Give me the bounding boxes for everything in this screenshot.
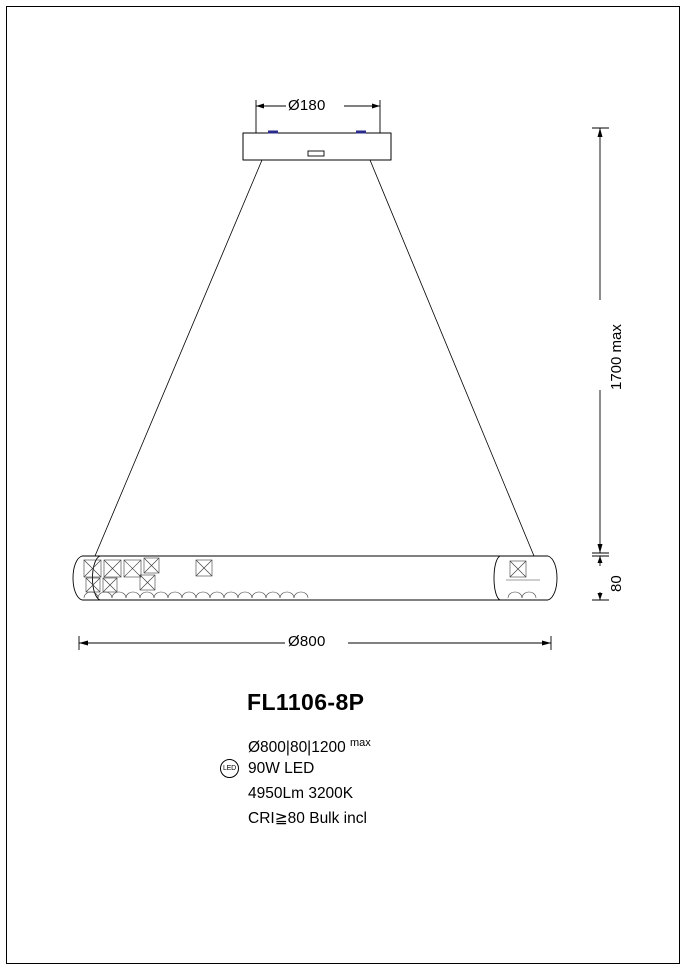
spec-cri-text: CRI≧80 Bulk incl — [248, 810, 367, 827]
led-icon: LED — [220, 759, 239, 778]
model-title: FL1106-8P — [247, 689, 365, 715]
spec-wattage-text: 90W LED — [248, 760, 315, 777]
spec-list — [222, 731, 548, 831]
spec-row-lumens — [248, 781, 548, 806]
fixture-body — [73, 556, 557, 600]
canopy-diameter-label: Ø180 — [288, 97, 326, 114]
spec-row-wattage — [222, 756, 548, 781]
body-diameter-label: Ø800 — [288, 633, 326, 650]
spec-row-cri — [248, 806, 548, 831]
body-height-dimension-line — [592, 556, 609, 600]
crystal-texture — [84, 558, 540, 598]
drop-height-label: 1700 max — [608, 324, 625, 390]
canopy-body — [243, 131, 391, 161]
spec-dimensions-text: Ø800|80|1200 — [248, 739, 350, 757]
body-height-label: 80 — [608, 575, 625, 592]
spec-lumens-text: 4950Lm 3200K — [248, 785, 354, 802]
suspension-wires — [95, 160, 534, 556]
spec-row-dimensions — [248, 731, 548, 756]
drop-height-dimension-line — [592, 128, 609, 553]
spec-dimensions-sup: max — [350, 737, 371, 749]
